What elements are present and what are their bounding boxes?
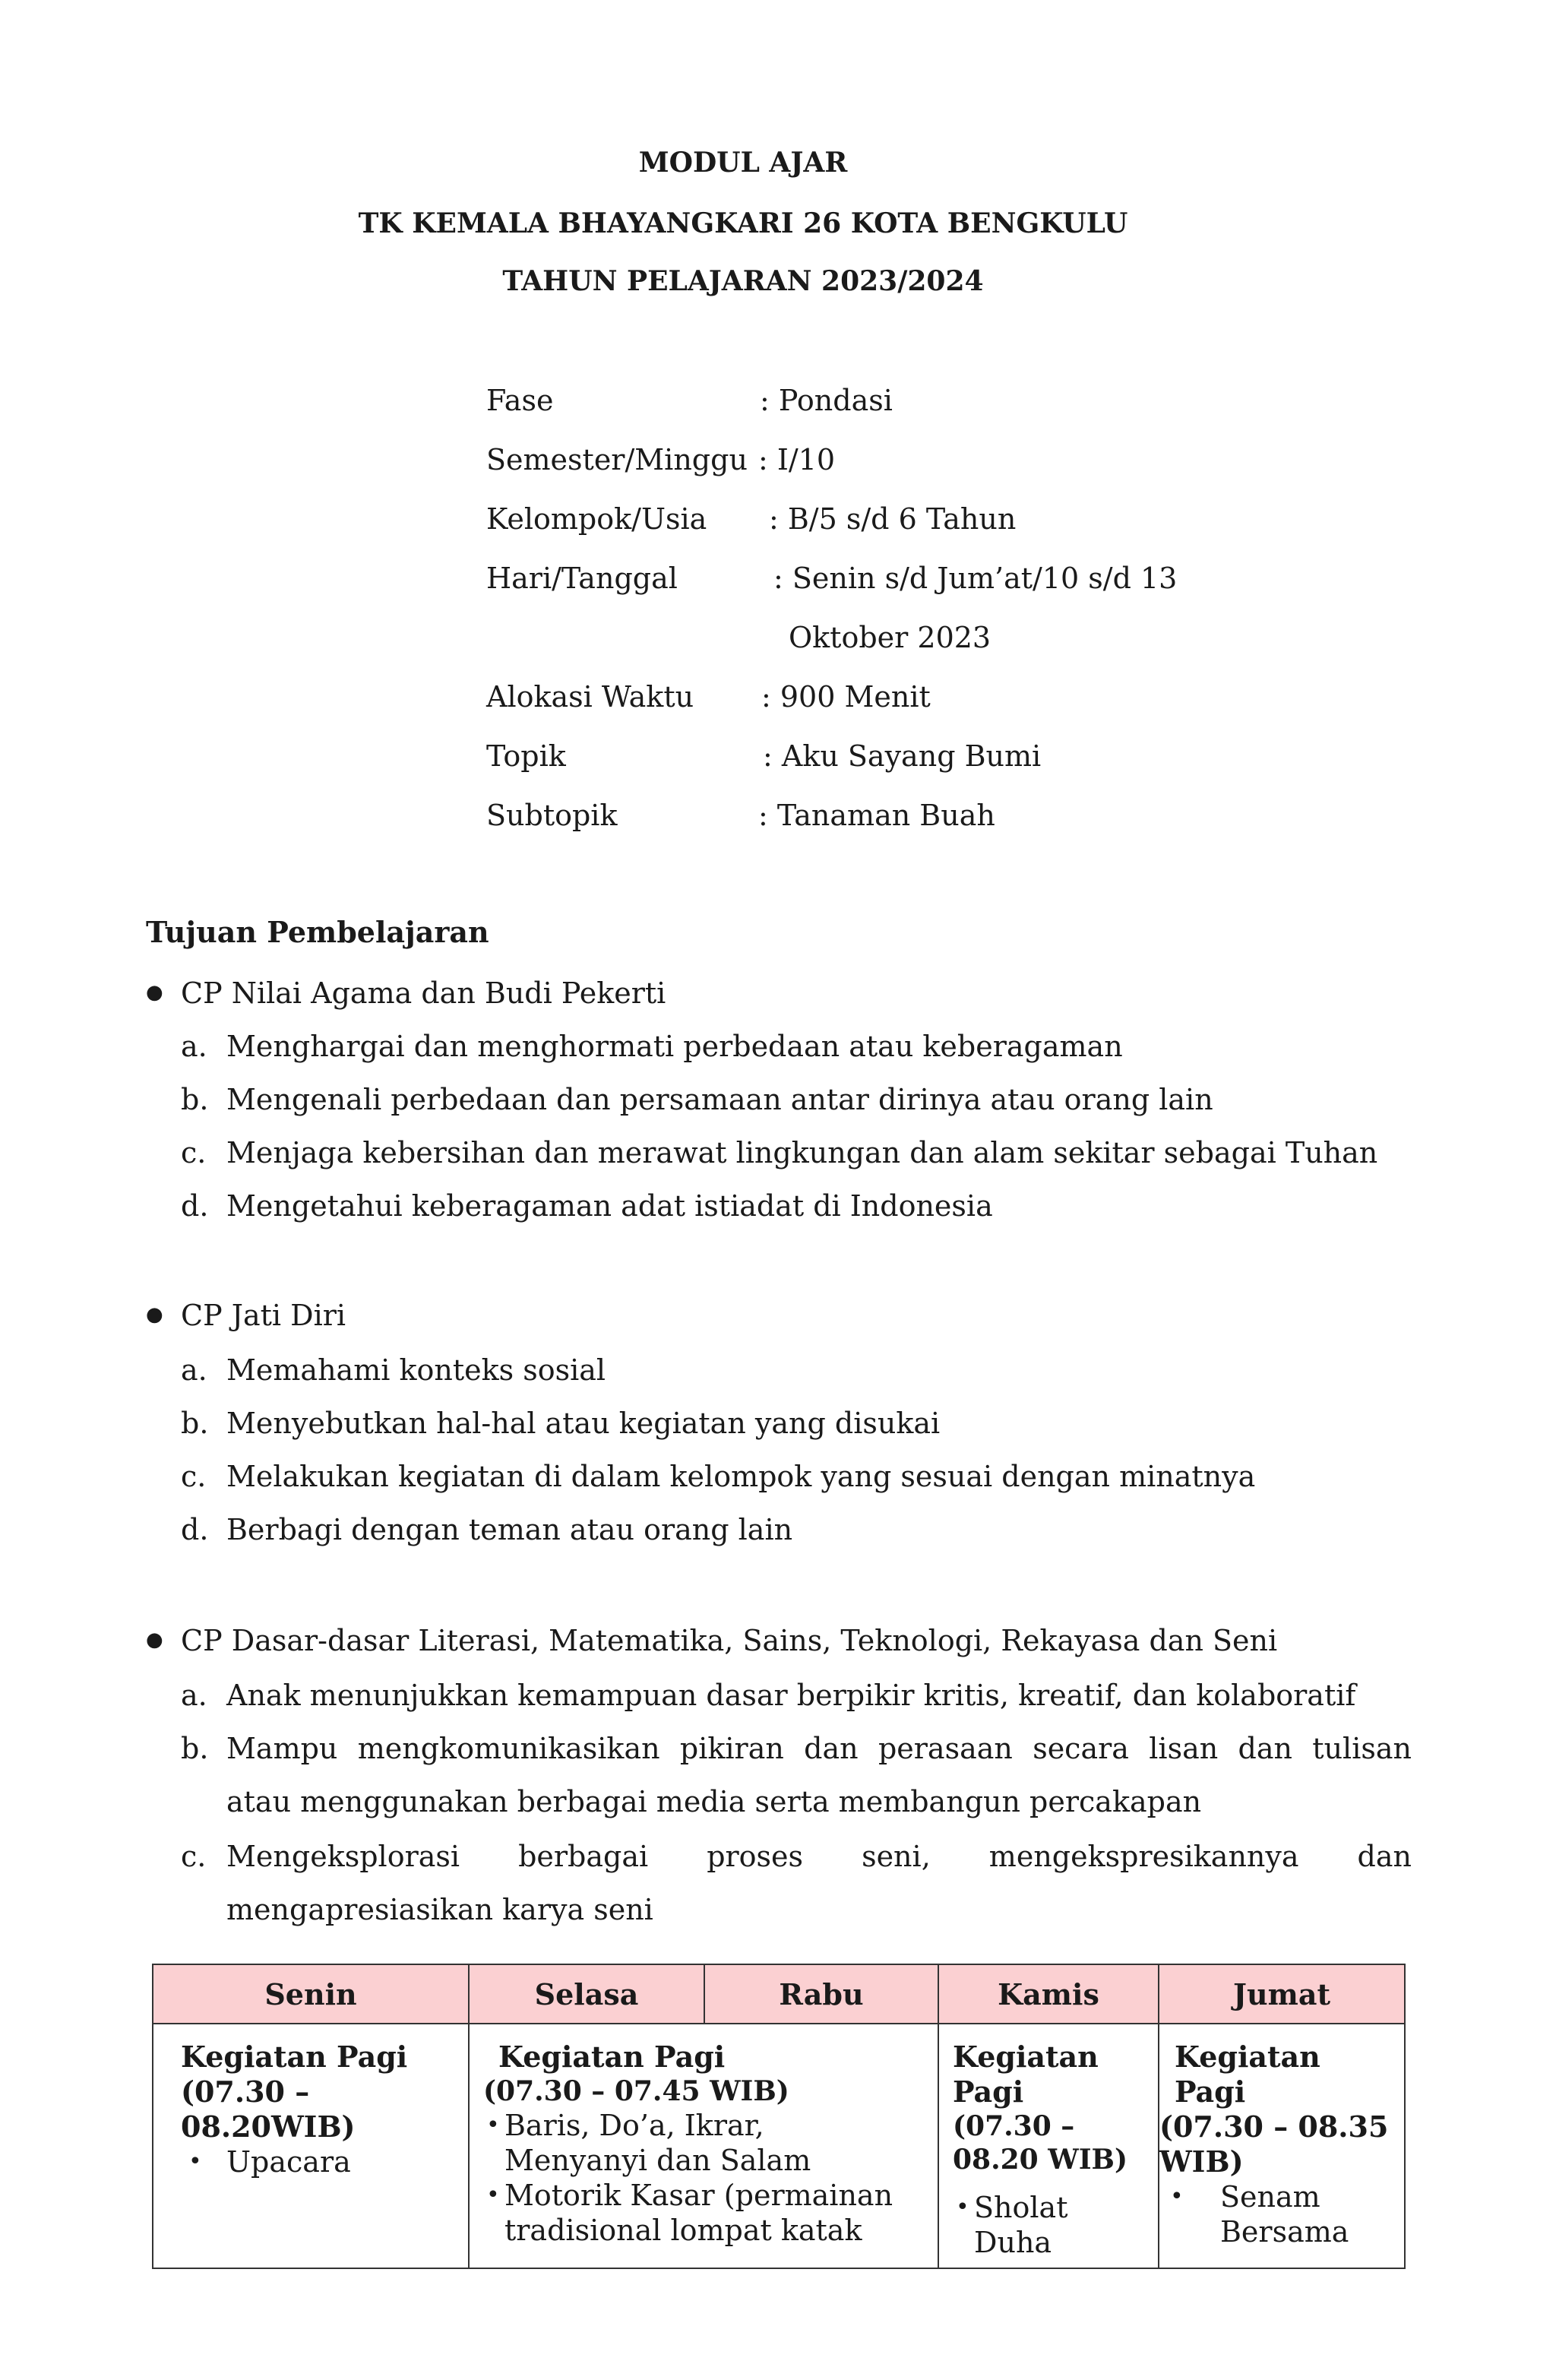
document-title: MODUL AJAR (638, 147, 848, 179)
identity-label: Topik (486, 739, 566, 773)
cp-item (146, 1626, 1277, 1655)
schedule-cell-kamis (938, 2024, 1159, 2268)
academic-year: TAHUN PELAJARAN 2023/2024 (502, 265, 984, 297)
activity-title: Pagi (953, 2075, 1024, 2109)
identity-row-topik (486, 739, 1042, 773)
identity-label: Alokasi Waktu (486, 680, 694, 714)
identity-value: : I/10 (758, 443, 836, 476)
activity-time: 08.20WIB) (181, 2109, 356, 2144)
activity-item: • Baris, Do’a, Ikrar, Menyanyi dan Salam (483, 2108, 909, 2178)
day-header: Kamis (938, 1964, 1159, 2024)
identity-row-semester (486, 443, 836, 476)
objective-text: Memahami konteks sosial (226, 1353, 606, 1387)
objectives-heading: Tujuan Pembelajaran (146, 915, 489, 949)
activity-time: (07.30 – 07.45 WIB) (483, 2075, 789, 2107)
identity-value: : Senin s/d Jum’at/10 s/d 13 (773, 562, 1178, 595)
objective-letter: d. (181, 1189, 209, 1223)
day-header: Rabu (704, 1964, 938, 2024)
activity-time: (07.30 – 08.35 (1159, 2109, 1389, 2144)
identity-value: : Tanaman Buah (758, 799, 995, 832)
identity-row-alokasi (486, 680, 931, 714)
identity-label: Semester/Minggu (486, 443, 748, 476)
objective-text: Menghargai dan menghormati perbedaan atau keberagaman (226, 1030, 1123, 1063)
objective-letter: c. (181, 1136, 207, 1169)
identity-row-subtopik (486, 799, 995, 832)
activity-title: Kegiatan Pagi (181, 2040, 408, 2074)
schedule-body-row (153, 2024, 1405, 2268)
activity-item: • Upacara (181, 2144, 454, 2179)
objective-text: Mengetahui keberagaman adat istiadat di Indonesia (226, 1189, 993, 1223)
activity-item: • Senam Bersama (1159, 2179, 1357, 2249)
objective-letter: a. (181, 1353, 207, 1387)
objective-text: Mengenali perbedaan dan persamaan antar dirinya atau orang lain (226, 1083, 1213, 1116)
day-header: Senin (153, 1964, 469, 2024)
identity-value-cont: Oktober 2023 (789, 621, 991, 654)
schedule-cell-jumat (1159, 2024, 1405, 2268)
objective-text: Berbagi dengan teman atau orang lain (226, 1513, 793, 1546)
activity-item: • Motorik Kasar (permainan tradisional lompat katak (483, 2178, 909, 2248)
activity-time: 08.20 WIB) (953, 2144, 1127, 2176)
identity-label: Subtopik (486, 799, 618, 832)
identity-row-kelompok (486, 502, 1017, 536)
activity-title: Kegiatan Pagi (1175, 2040, 1320, 2109)
identity-label: Fase (486, 384, 554, 417)
identity-label: Kelompok/Usia (486, 502, 707, 536)
activity-time: (07.30 – (181, 2075, 310, 2109)
cp-item (146, 1301, 346, 1330)
objective-text: Melakukan kegiatan di dalam kelompok yang sesuai dengan minatnya (226, 1460, 1256, 1493)
objective-letter: a. (181, 1679, 207, 1712)
objective-letter: b. (181, 1407, 209, 1440)
objective-letter: b. (181, 1732, 209, 1765)
objective-letter: a. (181, 1030, 207, 1063)
identity-label: Hari/Tanggal (486, 562, 678, 595)
objective-text: Menjaga kebersihan dan merawat lingkungan dan alam sekitar sebagai Tuhan (226, 1136, 1378, 1169)
objective-letter: c. (181, 1840, 207, 1873)
objective-letter: b. (181, 1083, 209, 1116)
activity-title: Kegiatan (953, 2040, 1099, 2074)
activity-list (181, 2144, 454, 2179)
identity-value: : B/5 s/d 6 Tahun (769, 502, 1017, 536)
activity-time: WIB) (1159, 2144, 1244, 2179)
activity-list (953, 2190, 1144, 2260)
objective-text: Menyebutkan hal-hal atau kegiatan yang disukai (226, 1407, 941, 1440)
bullet-icon: ● (146, 1303, 163, 1326)
activity-item: • Sholat Duha (953, 2190, 1144, 2260)
objective-text-cont: mengapresiasikan karya seni (226, 1893, 653, 1926)
day-header: Jumat (1159, 1964, 1405, 2024)
identity-value: : 900 Menit (761, 680, 931, 714)
objective-letter: d. (181, 1513, 209, 1546)
cp-title: CP Dasar-dasar Literasi, Matematika, Sains, Teknologi, Rekayasa dan Seni (181, 1624, 1278, 1657)
objective-text: Mengeksplorasi berbagai proses seni, mengekspresikannya dan (226, 1840, 1412, 1873)
objective-letter: c. (181, 1460, 207, 1493)
cp-item (146, 976, 666, 1010)
identity-value: : Pondasi (760, 384, 893, 417)
schedule-cell-senin (153, 2024, 469, 2268)
activity-list (483, 2108, 909, 2248)
objective-text: Mampu mengkomunikasikan pikiran dan perasaan secara lisan dan tulisan (226, 1732, 1412, 1765)
cp-title: CP Nilai Agama dan Budi Pekerti (181, 976, 666, 1010)
bullet-icon: ● (146, 1628, 163, 1651)
bullet-icon: ● (146, 981, 163, 1004)
day-header: Selasa (469, 1964, 704, 2024)
identity-row-hari (486, 562, 1178, 595)
cp-title: CP Jati Diri (181, 1299, 346, 1332)
school-name: TK KEMALA BHAYANGKARI 26 KOTA BENGKULU (358, 207, 1128, 239)
identity-value: : Aku Sayang Bumi (763, 739, 1042, 773)
activity-list (1159, 2179, 1357, 2249)
schedule-header-row (153, 1964, 1405, 2024)
schedule-table (152, 1964, 1406, 2269)
objective-text: Anak menunjukkan kemampuan dasar berpikir kritis, kreatif, dan kolaboratif (226, 1679, 1356, 1712)
identity-row-fase (486, 384, 893, 417)
activity-time: (07.30 – (953, 2110, 1075, 2142)
activity-title: Kegiatan Pagi (498, 2040, 726, 2074)
objective-text-cont: atau menggunakan berbagai media serta membangun percakapan (226, 1785, 1202, 1818)
schedule-cell-selasa-rabu (469, 2024, 938, 2268)
